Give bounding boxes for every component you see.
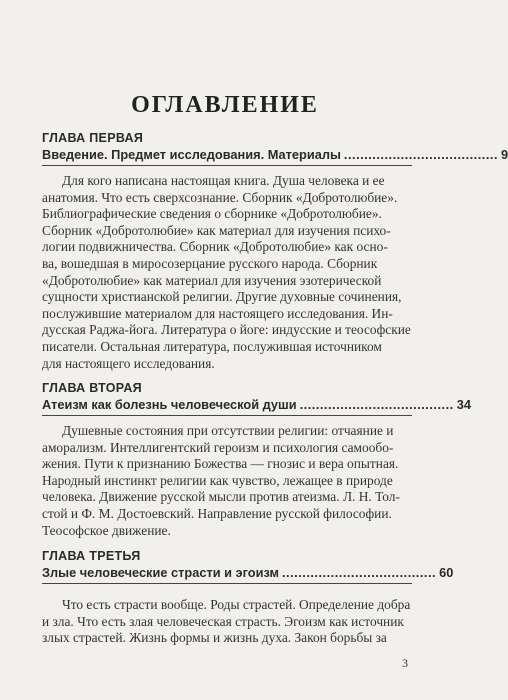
dot-leader: ......................................	[343, 147, 499, 162]
chapter-3-heading	[42, 548, 454, 584]
chapter-3-summary	[42, 597, 412, 647]
dot-leader: ......................................	[299, 397, 454, 412]
summary-line: сущности христианской религии. Другие духовные сочинения,	[42, 289, 402, 305]
summary-line: человека. Движение русской мысли против атеизма. Л. Н. Тол-	[42, 489, 400, 505]
chapter-1-summary	[42, 173, 412, 372]
summary-line: писатели. Остальная литература, послужившая источником	[42, 338, 382, 354]
page-title: ОГЛАВЛЕНИЕ	[131, 92, 319, 118]
chapter-label: ГЛАВА ТРЕТЬЯ	[42, 549, 141, 563]
summary-line: «Добротолюбие» как материал для изучения эзотерической	[42, 272, 382, 288]
summary-line: злых страстей. Жизнь формы и жизнь духа. Закон борьбы за	[42, 630, 387, 646]
chapter-page-number: 9	[501, 147, 508, 162]
chapter-title: Атеизм как болезнь человеческой души	[42, 397, 297, 412]
toc-entry	[42, 146, 508, 166]
summary-line: дусская Раджа-йога. Литература о йоге: индусские и теософские	[42, 322, 411, 338]
summary-line: анатомия. Что есть сверхсознание. Сборник «Добротолюбие».	[42, 189, 398, 205]
chapter-label: ГЛАВА ПЕРВАЯ	[42, 131, 144, 145]
chapter-title: Злые человеческие страсти и эгоизм	[42, 565, 279, 580]
toc-entry	[42, 396, 471, 416]
chapter-page-number: 60	[439, 565, 454, 580]
summary-line: аморализм. Интеллигентский героизм и психология самообо-	[42, 439, 394, 455]
summary-line: жения. Пути к признанию Божества — гнозис и вера опытная.	[42, 456, 399, 472]
summary-line: для настоящего исследования.	[42, 355, 215, 371]
summary-line: Душевные состояния при отсутствии религии: отчаяние и	[62, 423, 394, 438]
summary-line: и зла. Что есть злая человеческая страсть. Эгоизм как источник	[42, 613, 404, 629]
summary-line: Сборник «Добротолюбие» как материал для изучения психо-	[42, 222, 391, 238]
summary-line: Теософское движение.	[42, 522, 171, 538]
summary-line: ва, вошедшая в миросозерцание русского народа. Сборник	[42, 255, 378, 271]
summary-line: Народный инстинкт религии как чувство, лежащее в природе	[42, 472, 393, 488]
chapter-2-heading	[42, 380, 471, 416]
chapter-page-number: 34	[456, 397, 471, 412]
summary-line: Для кого написана настоящая книга. Душа человека и ее	[62, 173, 385, 188]
chapter-label: ГЛАВА ВТОРАЯ	[42, 381, 142, 395]
summary-line: Библиографические сведения о сборнике «Добротолюбие».	[42, 206, 382, 222]
toc-entry	[42, 564, 454, 584]
page-number: 3	[402, 656, 408, 670]
summary-line: логии подвижничества. Сборник «Добротолюбие» как осно-	[42, 239, 388, 255]
summary-line: стой и Ф. М. Достоевский. Направление русской философии.	[42, 505, 392, 521]
chapter-1-heading	[42, 130, 508, 166]
dot-leader: ......................................	[281, 565, 437, 580]
chapter-2-summary	[42, 423, 412, 539]
summary-line: послужившие материалом для настоящего исследования. Ин-	[42, 305, 393, 321]
summary-line: Что есть страсти вообще. Роды страстей. Определение добра	[62, 597, 411, 612]
chapter-title: Введение. Предмет исследования. Материалы	[42, 147, 341, 162]
